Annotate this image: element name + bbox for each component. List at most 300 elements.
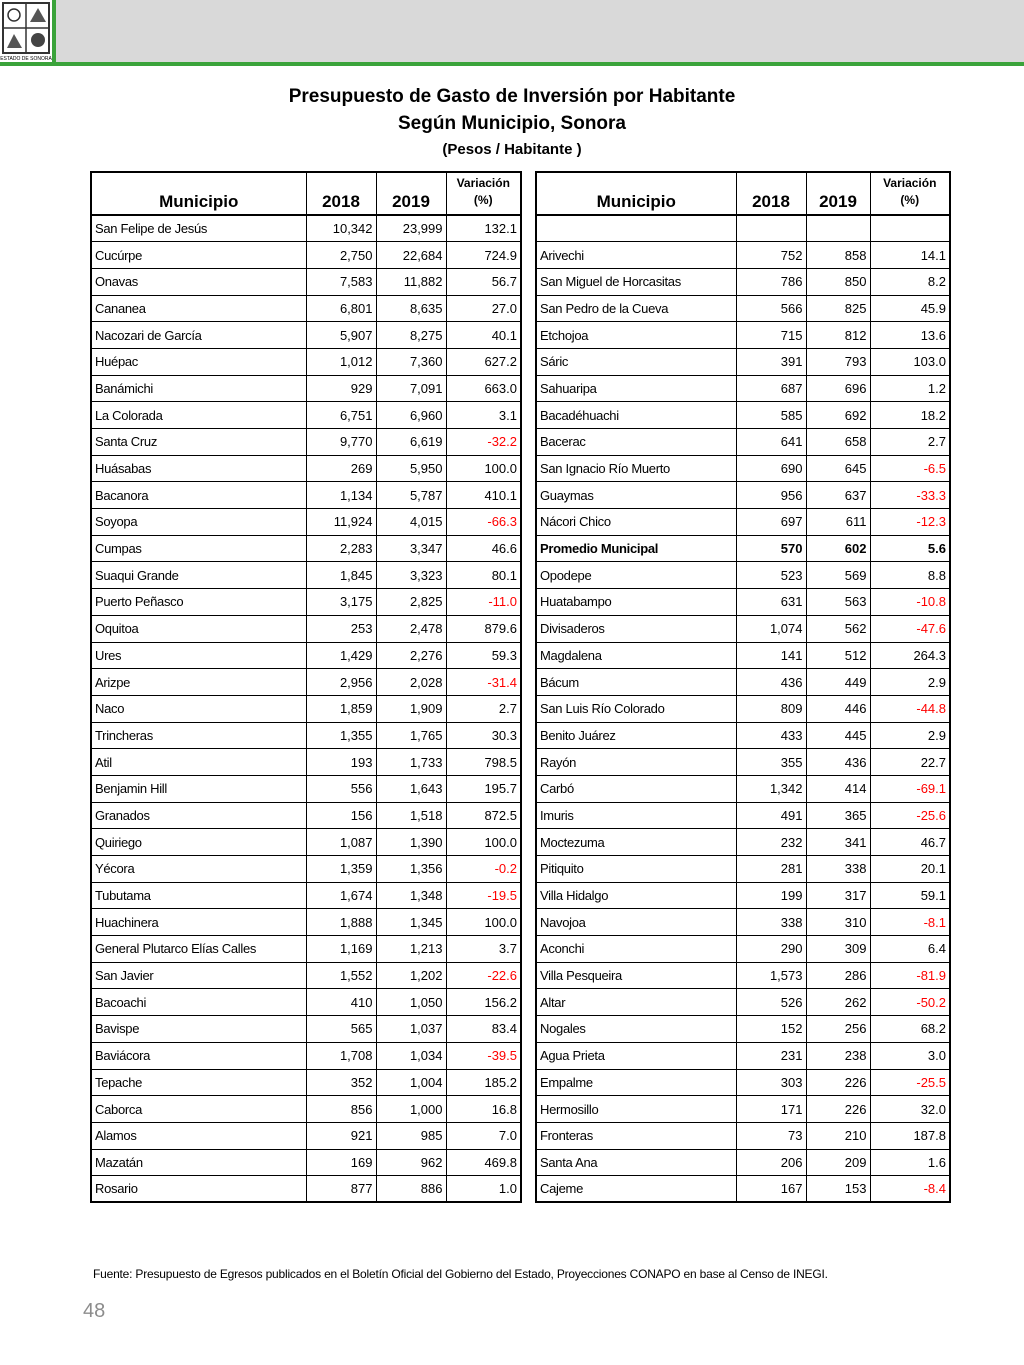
coat-of-arms-icon xyxy=(0,0,52,62)
cell-variacion: 103.0 xyxy=(870,348,950,375)
cell-municipio: San Luis Río Colorado xyxy=(536,695,736,722)
cell-2018: 253 xyxy=(306,615,376,642)
table-row xyxy=(536,268,950,295)
cell-2019: 238 xyxy=(806,1042,870,1069)
cell-municipio: Fronteras xyxy=(536,1122,736,1149)
table-row xyxy=(91,695,521,722)
cell-municipio: Empalme xyxy=(536,1069,736,1096)
cell-variacion: 185.2 xyxy=(446,1069,521,1096)
svg-text:ESTADO DE SONORA: ESTADO DE SONORA xyxy=(0,56,52,62)
cell-2019: 226 xyxy=(806,1096,870,1123)
cell-2018: 1,573 xyxy=(736,962,806,989)
cell-2018: 7,583 xyxy=(306,268,376,295)
cell-municipio: San Pedro de la Cueva xyxy=(536,295,736,322)
cell-municipio: Divisaderos xyxy=(536,615,736,642)
cell-municipio: San Ignacio Río Muerto xyxy=(536,455,736,482)
table-row xyxy=(536,775,950,802)
cell-2019: 3,323 xyxy=(376,562,446,589)
table-row xyxy=(536,482,950,509)
cell-2018: 391 xyxy=(736,348,806,375)
cell-variacion: 872.5 xyxy=(446,802,521,829)
cell-variacion: 410.1 xyxy=(446,482,521,509)
cell-municipio: Banámichi xyxy=(91,375,306,402)
table-row xyxy=(536,695,950,722)
cell-municipio: Granados xyxy=(91,802,306,829)
cell-2019: 812 xyxy=(806,322,870,349)
cell-variacion: 663.0 xyxy=(446,375,521,402)
cell-2019: 317 xyxy=(806,882,870,909)
cell-2018: 1,674 xyxy=(306,882,376,909)
cell-2019: 1,390 xyxy=(376,829,446,856)
cell-variacion: 724.9 xyxy=(446,242,521,269)
table-row xyxy=(91,802,521,829)
cell-2018: 169 xyxy=(306,1149,376,1176)
cell-2018: 1,708 xyxy=(306,1042,376,1069)
right-data-table xyxy=(535,171,951,1203)
table-row xyxy=(536,215,950,242)
sonora-coat-of-arms-logo xyxy=(0,0,56,62)
cell-2019: 2,028 xyxy=(376,669,446,696)
cell-variacion: 195.7 xyxy=(446,775,521,802)
cell-2018: 281 xyxy=(736,856,806,883)
cell-2019: 209 xyxy=(806,1149,870,1176)
cell-municipio: Huásabas xyxy=(91,455,306,482)
cell-municipio: Tepache xyxy=(91,1069,306,1096)
cell-2019: 7,091 xyxy=(376,375,446,402)
cell-variacion: 100.0 xyxy=(446,829,521,856)
cell-variacion: -19.5 xyxy=(446,882,521,909)
table-row xyxy=(536,1069,950,1096)
cell-municipio: Sahuaripa xyxy=(536,375,736,402)
cell-municipio: Rayón xyxy=(536,749,736,776)
cell-variacion: -8.1 xyxy=(870,909,950,936)
cell-2019: 1,004 xyxy=(376,1069,446,1096)
table-row xyxy=(536,882,950,909)
cell-2018: 5,907 xyxy=(306,322,376,349)
cell-municipio: Benjamin Hill xyxy=(91,775,306,802)
cell-variacion: -50.2 xyxy=(870,989,950,1016)
cell-municipio: San Javier xyxy=(91,962,306,989)
cell-2019: 793 xyxy=(806,348,870,375)
cell-2019: 1,348 xyxy=(376,882,446,909)
cell-variacion: 13.6 xyxy=(870,322,950,349)
cell-2019: 5,787 xyxy=(376,482,446,509)
cell-2018: 206 xyxy=(736,1149,806,1176)
cell-2019: 4,015 xyxy=(376,509,446,536)
cell-municipio: Magdalena xyxy=(536,642,736,669)
cell-variacion: 16.8 xyxy=(446,1096,521,1123)
table-row xyxy=(536,936,950,963)
cell-2018: 6,801 xyxy=(306,295,376,322)
table-row xyxy=(91,295,521,322)
cell-variacion: -11.0 xyxy=(446,589,521,616)
cell-variacion: 156.2 xyxy=(446,989,521,1016)
table-row xyxy=(91,722,521,749)
cell-variacion: 8.2 xyxy=(870,268,950,295)
table-row xyxy=(91,615,521,642)
cell-municipio: Pitiquito xyxy=(536,856,736,883)
cell-2018: 11,924 xyxy=(306,509,376,536)
cell-2019: 414 xyxy=(806,775,870,802)
table-row xyxy=(91,589,521,616)
cell-2018: 1,169 xyxy=(306,936,376,963)
cell-2019: 1,034 xyxy=(376,1042,446,1069)
cell-2019: 637 xyxy=(806,482,870,509)
cell-municipio: Navojoa xyxy=(536,909,736,936)
table-row xyxy=(91,535,521,562)
cell-2018: 641 xyxy=(736,429,806,456)
cell-variacion: 3.0 xyxy=(870,1042,950,1069)
table-row xyxy=(91,348,521,375)
table-row xyxy=(91,215,521,242)
table-row xyxy=(91,402,521,429)
table-row xyxy=(536,535,950,562)
cell-variacion: 1.0 xyxy=(446,1176,521,1203)
cell-2019: 512 xyxy=(806,642,870,669)
cell-municipio: Bacanora xyxy=(91,482,306,509)
cell-variacion: 56.7 xyxy=(446,268,521,295)
table-row xyxy=(91,775,521,802)
cell-municipio: Cumpas xyxy=(91,535,306,562)
cell-2018: 433 xyxy=(736,722,806,749)
cell-2018: 556 xyxy=(306,775,376,802)
cell-2019: 645 xyxy=(806,455,870,482)
cell-2019: 8,275 xyxy=(376,322,446,349)
cell-2018: 566 xyxy=(736,295,806,322)
cell-variacion: 5.6 xyxy=(870,535,950,562)
cell-2018: 167 xyxy=(736,1176,806,1203)
cell-2019: 658 xyxy=(806,429,870,456)
table-row xyxy=(91,1016,521,1043)
cell-municipio: Puerto Peñasco xyxy=(91,589,306,616)
cell-2019: 825 xyxy=(806,295,870,322)
cell-municipio: Etchojoa xyxy=(536,322,736,349)
cell-variacion: -12.3 xyxy=(870,509,950,536)
table-row xyxy=(536,802,950,829)
cell-variacion: -44.8 xyxy=(870,695,950,722)
cell-2018: 1,888 xyxy=(306,909,376,936)
cell-2019: 1,050 xyxy=(376,989,446,1016)
page-number: 48 xyxy=(83,1300,106,1322)
col-header-municipio: Municipio xyxy=(536,172,736,215)
cell-2018: 231 xyxy=(736,1042,806,1069)
cell-2018: 156 xyxy=(306,802,376,829)
cell-variacion: 7.0 xyxy=(446,1122,521,1149)
cell-2018: 752 xyxy=(736,242,806,269)
cell-variacion: -25.5 xyxy=(870,1069,950,1096)
cell-2018: 1,087 xyxy=(306,829,376,856)
cell-2018: 199 xyxy=(736,882,806,909)
cell-variacion: 879.6 xyxy=(446,615,521,642)
cell-variacion: 32.0 xyxy=(870,1096,950,1123)
table-row xyxy=(536,402,950,429)
cell-variacion: 2.9 xyxy=(870,722,950,749)
units-label: (Pesos / Habitante ) xyxy=(442,141,582,158)
cell-municipio: Aconchi xyxy=(536,936,736,963)
cell-variacion: -32.2 xyxy=(446,429,521,456)
cell-2019: 11,882 xyxy=(376,268,446,295)
cell-2018: 690 xyxy=(736,455,806,482)
cell-2018: 1,012 xyxy=(306,348,376,375)
cell-municipio: Villa Hidalgo xyxy=(536,882,736,909)
cell-variacion: -69.1 xyxy=(870,775,950,802)
page-subtitle: Según Municipio, Sonora xyxy=(398,113,626,134)
cell-2019: 1,909 xyxy=(376,695,446,722)
cell-variacion: 30.3 xyxy=(446,722,521,749)
cell-municipio: Ures xyxy=(91,642,306,669)
cell-2019: 1,643 xyxy=(376,775,446,802)
table-row xyxy=(536,509,950,536)
cell-variacion: -25.6 xyxy=(870,802,950,829)
cell-municipio: Opodepe xyxy=(536,562,736,589)
cell-municipio xyxy=(536,215,736,242)
cell-2019: 210 xyxy=(806,1122,870,1149)
cell-municipio: Tubutama xyxy=(91,882,306,909)
cell-municipio: Suaqui Grande xyxy=(91,562,306,589)
cell-2018: 2,750 xyxy=(306,242,376,269)
source-note: Fuente: Presupuesto de Egresos publicados en el Boletín Oficial del Gobierno del Estado, Proyecciones CONAPO en base al Censo de INEGI. xyxy=(93,1267,828,1281)
cell-2019: 445 xyxy=(806,722,870,749)
cell-variacion: 40.1 xyxy=(446,322,521,349)
cell-municipio: Yécora xyxy=(91,856,306,883)
table-row xyxy=(91,1176,521,1203)
cell-municipio: Bacoachi xyxy=(91,989,306,1016)
cell-2018: 715 xyxy=(736,322,806,349)
cell-municipio: Huépac xyxy=(91,348,306,375)
table-row xyxy=(91,1122,521,1149)
cell-2019: 341 xyxy=(806,829,870,856)
cell-2018: 2,283 xyxy=(306,535,376,562)
table-row xyxy=(536,1016,950,1043)
cell-variacion: -0.2 xyxy=(446,856,521,883)
cell-variacion: 132.1 xyxy=(446,215,521,242)
cell-municipio: Altar xyxy=(536,989,736,1016)
cell-2019: 1,345 xyxy=(376,909,446,936)
cell-2019: 365 xyxy=(806,802,870,829)
table-row xyxy=(536,1042,950,1069)
cell-variacion: 14.1 xyxy=(870,242,950,269)
col-header-2019: 2019 xyxy=(806,172,870,215)
cell-2018: 355 xyxy=(736,749,806,776)
cell-variacion: 46.7 xyxy=(870,829,950,856)
cell-2019: 310 xyxy=(806,909,870,936)
cell-2019: 1,765 xyxy=(376,722,446,749)
table-row xyxy=(536,562,950,589)
table-row xyxy=(91,829,521,856)
left-data-table xyxy=(90,171,522,1203)
cell-municipio: Nácori Chico xyxy=(536,509,736,536)
table-row xyxy=(536,1096,950,1123)
cell-variacion: 20.1 xyxy=(870,856,950,883)
cell-2018: 152 xyxy=(736,1016,806,1043)
cell-2018: 1,074 xyxy=(736,615,806,642)
cell-municipio: Bácum xyxy=(536,669,736,696)
cell-variacion: 80.1 xyxy=(446,562,521,589)
cell-2019: 569 xyxy=(806,562,870,589)
cell-2019: 563 xyxy=(806,589,870,616)
cell-variacion: 22.7 xyxy=(870,749,950,776)
cell-2019: 8,635 xyxy=(376,295,446,322)
cell-2018: 436 xyxy=(736,669,806,696)
cell-2018: 1,342 xyxy=(736,775,806,802)
cell-variacion: -47.6 xyxy=(870,615,950,642)
cell-2018: 269 xyxy=(306,455,376,482)
table-row xyxy=(536,669,950,696)
cell-2018: 1,552 xyxy=(306,962,376,989)
table-row xyxy=(536,322,950,349)
cell-2019: 1,037 xyxy=(376,1016,446,1043)
cell-2019: 692 xyxy=(806,402,870,429)
cell-2019: 338 xyxy=(806,856,870,883)
table-row xyxy=(536,829,950,856)
cell-municipio: Atil xyxy=(91,749,306,776)
cell-municipio: Santa Cruz xyxy=(91,429,306,456)
table-row xyxy=(91,562,521,589)
cell-2018: 585 xyxy=(736,402,806,429)
cell-2018: 193 xyxy=(306,749,376,776)
table-row xyxy=(91,669,521,696)
cell-2018: 232 xyxy=(736,829,806,856)
cell-2019: 858 xyxy=(806,242,870,269)
cell-2019: 1,213 xyxy=(376,936,446,963)
cell-variacion: 27.0 xyxy=(446,295,521,322)
cell-municipio: Guaymas xyxy=(536,482,736,509)
table-header-row xyxy=(91,172,521,215)
cell-municipio: Cucúrpe xyxy=(91,242,306,269)
cell-municipio: Bavispe xyxy=(91,1016,306,1043)
page-title: Presupuesto de Gasto de Inversión por Habitante xyxy=(288,86,736,107)
cell-2019: 1,518 xyxy=(376,802,446,829)
cell-2018: 929 xyxy=(306,375,376,402)
cell-variacion: 59.3 xyxy=(446,642,521,669)
cell-variacion: 46.6 xyxy=(446,535,521,562)
cell-2018: 809 xyxy=(736,695,806,722)
cell-2019: 1,733 xyxy=(376,749,446,776)
table-row xyxy=(91,989,521,1016)
cell-variacion: -10.8 xyxy=(870,589,950,616)
cell-2018: 631 xyxy=(736,589,806,616)
cell-variacion: 1.2 xyxy=(870,375,950,402)
cell-2019: 1,356 xyxy=(376,856,446,883)
table-row xyxy=(91,375,521,402)
table-row xyxy=(536,856,950,883)
cell-municipio: Oquitoa xyxy=(91,615,306,642)
col-header-2018: 2018 xyxy=(736,172,806,215)
table-row xyxy=(91,1149,521,1176)
cell-municipio: Santa Ana xyxy=(536,1149,736,1176)
cell-2019: 153 xyxy=(806,1176,870,1203)
cell-municipio: San Felipe de Jesús xyxy=(91,215,306,242)
cell-variacion: 100.0 xyxy=(446,909,521,936)
cell-municipio: San Miguel de Horcasitas xyxy=(536,268,736,295)
cell-2018: 1,359 xyxy=(306,856,376,883)
cell-municipio: Arivechi xyxy=(536,242,736,269)
table-row xyxy=(91,322,521,349)
table-row xyxy=(91,242,521,269)
cell-2018: 921 xyxy=(306,1122,376,1149)
cell-variacion: 2.9 xyxy=(870,669,950,696)
table-row xyxy=(536,295,950,322)
cell-municipio: Soyopa xyxy=(91,509,306,536)
cell-2018: 9,770 xyxy=(306,429,376,456)
variacion-label: Variación xyxy=(883,176,937,190)
cell-2018: 491 xyxy=(736,802,806,829)
cell-2019: 226 xyxy=(806,1069,870,1096)
cell-municipio: Carbó xyxy=(536,775,736,802)
cell-2018: 697 xyxy=(736,509,806,536)
table-row xyxy=(91,1042,521,1069)
cell-variacion: -8.4 xyxy=(870,1176,950,1203)
cell-2019: 962 xyxy=(376,1149,446,1176)
green-divider xyxy=(0,62,1024,66)
table-row xyxy=(91,856,521,883)
table-row xyxy=(91,642,521,669)
cell-variacion: 3.7 xyxy=(446,936,521,963)
cell-municipio: Sáric xyxy=(536,348,736,375)
cell-municipio: Arizpe xyxy=(91,669,306,696)
cell-2018: 526 xyxy=(736,989,806,1016)
cell-2018: 352 xyxy=(306,1069,376,1096)
cell-variacion: 8.8 xyxy=(870,562,950,589)
top-banner xyxy=(0,0,1024,66)
table-row xyxy=(91,1096,521,1123)
cell-variacion: 2.7 xyxy=(446,695,521,722)
cell-2018: 856 xyxy=(306,1096,376,1123)
cell-2019: 6,619 xyxy=(376,429,446,456)
cell-variacion: -31.4 xyxy=(446,669,521,696)
table-row xyxy=(536,375,950,402)
cell-municipio: Hermosillo xyxy=(536,1096,736,1123)
percent-label: (%) xyxy=(900,193,920,207)
cell-variacion: 68.2 xyxy=(870,1016,950,1043)
cell-2019: 262 xyxy=(806,989,870,1016)
cell-variacion: 187.8 xyxy=(870,1122,950,1149)
cell-2018: 1,845 xyxy=(306,562,376,589)
cell-2018: 956 xyxy=(736,482,806,509)
cell-municipio: Caborca xyxy=(91,1096,306,1123)
cell-municipio: Trincheras xyxy=(91,722,306,749)
cell-2018: 290 xyxy=(736,936,806,963)
cell-municipio: Villa Pesqueira xyxy=(536,962,736,989)
cell-variacion: 18.2 xyxy=(870,402,950,429)
cell-2019: 6,960 xyxy=(376,402,446,429)
table-row xyxy=(536,589,950,616)
cell-2019: 446 xyxy=(806,695,870,722)
cell-variacion: 1.6 xyxy=(870,1149,950,1176)
col-header-variacion xyxy=(870,172,950,215)
table-row xyxy=(91,909,521,936)
table-row xyxy=(536,348,950,375)
cell-2018: 141 xyxy=(736,642,806,669)
cell-municipio: Quiriego xyxy=(91,829,306,856)
cell-2019: 5,950 xyxy=(376,455,446,482)
cell-2019: 22,684 xyxy=(376,242,446,269)
cell-variacion: -22.6 xyxy=(446,962,521,989)
table-row xyxy=(536,642,950,669)
table-row xyxy=(536,722,950,749)
table-row xyxy=(91,509,521,536)
cell-2019: 286 xyxy=(806,962,870,989)
table-row xyxy=(91,455,521,482)
cell-2019: 3,347 xyxy=(376,535,446,562)
cell-2019: 256 xyxy=(806,1016,870,1043)
col-header-variacion xyxy=(446,172,521,215)
cell-municipio: Bacadéhuachi xyxy=(536,402,736,429)
table-row xyxy=(536,962,950,989)
cell-variacion: 100.0 xyxy=(446,455,521,482)
col-header-2019: 2019 xyxy=(376,172,446,215)
cell-2018: 73 xyxy=(736,1122,806,1149)
